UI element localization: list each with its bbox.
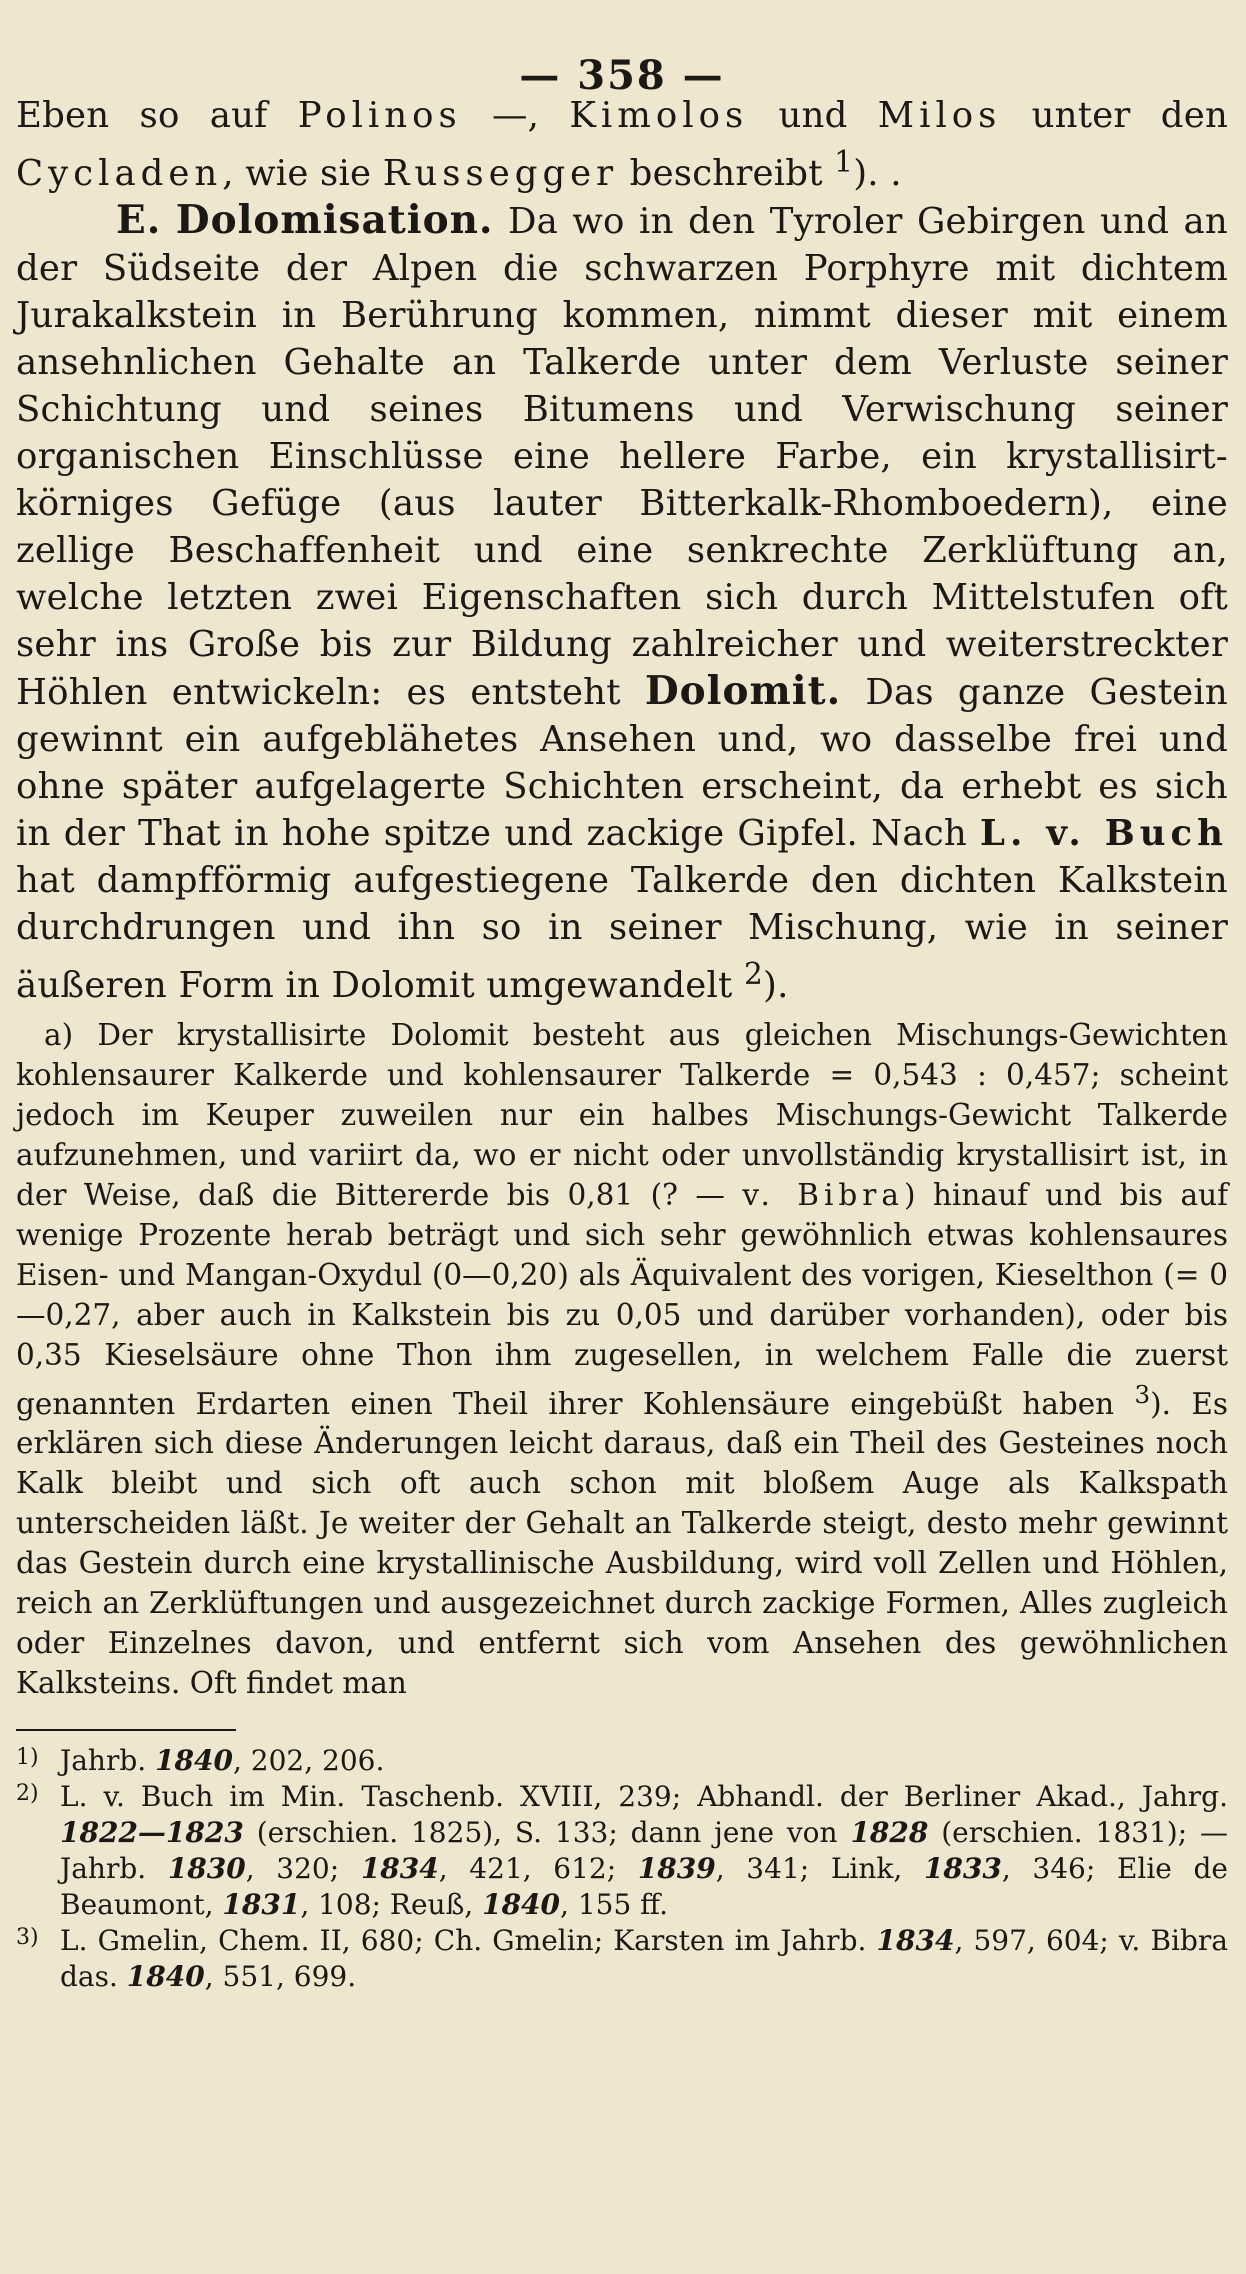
small-print-section [16,1015,1228,1704]
place-name: Kimolos [569,95,749,136]
footnote-1 [16,1743,1228,1779]
footnote-ref: 1 [834,145,854,179]
paragraph-dolomisation [16,197,1228,1009]
paragraph-crystallised-dolomite [16,1015,1228,1704]
text-run: hat dampfförmig aufgestiegene Talkerde den dichten Kalkstein durchdrungen und ihn so in seiner Mischung, wie in seiner äußeren Form in Dolomit umgewandelt [16,859,1228,1006]
text-run: beschreibt [618,152,835,194]
footnote-mark: 3) [16,1925,39,1951]
text-run: ) hinauf und bis auf wenige Prozente herab beträgt und sich sehr gewöhnlich etwas kohlensaures Eisen- und Mangan-Oxydul (0—0,20) als Äquivalent des vorigen, Kieselthon (= 0—0,27, aber auch in Kalkstein bis zu 0,05 und darüber vorhanden), oder bis 0,35 Kieselsäure ohne Thon ihm zugesellen, in welchem Falle die zuerst genannten Erdarten einen Theil ihrer Kohlensäure eingebüßt haben [16,1177,1229,1421]
footnote-ref: 2 [744,956,764,991]
place-name: Polinos [297,95,462,136]
text-run: Eben so auf [16,95,298,136]
footnote-2 [16,1779,1228,1923]
author-name: Russegger [382,152,619,194]
place-name: Cycladen [16,152,223,194]
footnote-text: L. Gmelin, Chem. II, 680; Ch. Gmelin; Karsten im Jahrb. 1834, 597, 604; v. Bibra das. 1840, 551, 699. [60,1924,1228,1994]
text-run: a) Der krystallisirte Dolomit besteht aus gleichen Mischungs-Gewichten kohlensaurer Kalkerde und kohlensaurer Talkerde = 0,543 : 0,457; scheint jedoch im Keuper zuweilen nur ein halbes Mischungs-Gewicht Talkerde aufzunehmen, und variirt da, wo er nicht oder unvollständig krystallisirt ist, in der Weise, daß die Bittererde bis 0,81 (? — [16,1017,1228,1212]
page-number: — 358 — [519,52,725,99]
text-run: , wie sie [222,152,383,194]
author-name: L. v. Buch [980,812,1228,854]
main-text [16,92,1228,1009]
section-label: E. [116,196,162,243]
author-name: v. Bibra [742,1177,904,1212]
text-run: unter den [1001,95,1229,136]
paragraph-cyclades [16,92,1228,197]
footnote-ref: 3 [1134,1379,1151,1409]
text-run: Das ganze Gestein gewinnt ein aufgeblähetes Ansehen und, wo dasselbe frei und ohne später aufgelagerte Schichten erscheint, da erhebt es sich in der That in hohe spitze und zackige Gipfel. Nach [16,671,1228,854]
text-run: ). . [853,152,902,194]
footnote-text: Jahrb. 1840, 202, 206. [60,1744,385,1778]
footnote-text: L. v. Buch im Min. Taschenb. XVIII, 239; Abhandl. der Berliner Akad., Jahrg. 1822—1823 (erschien. 1825), S. 133; dann jene von 1828 (erschien. 1831); — Jahrb. 1830, 320; 1834, 421, 612; 1839, 341; Link, 1833, 346; Elie de Beaumont, 1831, 108; Reuß, 1840, 155 ff. [60,1780,1229,1922]
footnote-divider [16,1729,236,1731]
section-title: Dolomisation. [175,196,494,243]
place-name: Milos [877,95,1002,136]
footnote-mark: 2) [16,1781,39,1807]
text-run: und [748,95,878,136]
text-run: ). [763,964,789,1006]
footnotes [16,1743,1228,1995]
text-run: —, [461,95,570,136]
term-dolomit: Dolomit. [644,667,842,714]
text-run: ). Es erklären sich diese Änderungen leicht daraus, daß ein Theil des Gesteines noch Kalk bleibt und sich oft auch schon mit bloßem Auge als Kalkspath unterscheiden läßt. Je weiter der Gehalt an Talkerde steigt, desto mehr gewinnt das Gestein durch eine krystallinische Ausbildung, wird voll Zellen und Höhlen, reich an Zerklüftungen und ausgezeichnet durch zackige Formen, Alles zugleich oder Einzelnes davon, und entfernt sich vom Ansehen des gewöhnlichen Kalksteins. Oft findet man [16,1386,1228,1701]
footnote-3 [16,1923,1228,1995]
text-run: Da wo in den Tyroler Gebirgen und an der Südseite der Alpen die schwarzen Porphyre mit dichtem Jurakalkstein in Berührung kommen, nimmt dieser mit einem ansehnlichen Gehalte an Talkerde unter dem Verluste seiner Schichtung und seines Bitumens und Verwischung seiner organischen Einschlüsse eine hellere Farbe, ein krystallisirt-körniges Gefüge (aus lauter Bitterkalk-Rhomboedern), eine zellige Beschaffenheit und eine senkrechte Zerklüftung an, welche letzten zwei Eigenschaften sich durch Mittelstufen oft sehr ins Große bis zur Bildung zahlreicher und weiterstreckter Höhlen entwickeln: es entsteht [16,200,1228,713]
footnote-mark: 1) [16,1745,39,1771]
